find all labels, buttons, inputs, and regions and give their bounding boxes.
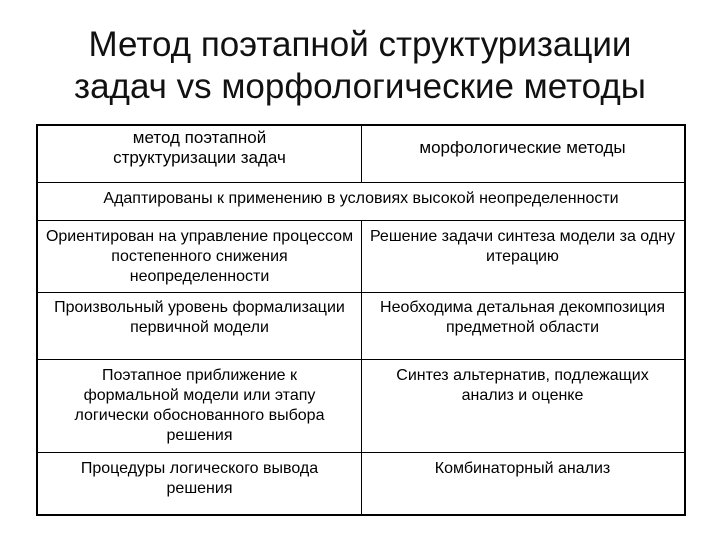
slide-title-line-2: задач vs морфологические методы	[74, 67, 646, 106]
comparison-table	[36, 124, 686, 516]
shared-row-text: Адаптированы к применению в условиях высокой неопределенности	[103, 190, 619, 207]
header-stepwise-method: метод поэтапной структуризации задач	[113, 128, 286, 167]
row-2-right: Необходима детальная декомпозиция предметной области	[380, 299, 665, 336]
row-3-left: Поэтапное приближение к формальной модели или этапу логически обоснованного выбора решения	[74, 367, 325, 444]
row-4-right: Комбинаторный анализ	[434, 460, 611, 477]
row-4-left: Процедуры логического вывода решения	[80, 460, 319, 497]
row-1-right: Решение задачи синтеза модели за одну итерацию	[369, 228, 676, 265]
slide-title	[0, 24, 720, 108]
slide-title-line-1: Метод поэтапной структуризации	[88, 25, 632, 64]
row-2-left: Произвольный уровень формализации первичной модели	[54, 299, 345, 336]
row-3-right: Синтез альтернатив, подлежащих анализ и оценке	[396, 367, 649, 404]
table-divider	[38, 182, 684, 183]
header-morphological-methods: морфологические методы	[419, 138, 626, 157]
table-column-divider	[361, 126, 362, 182]
row-1-left: Ориентирован на управление процессом постепенного снижения неопределенности	[45, 228, 354, 285]
table-column-divider	[361, 220, 362, 514]
